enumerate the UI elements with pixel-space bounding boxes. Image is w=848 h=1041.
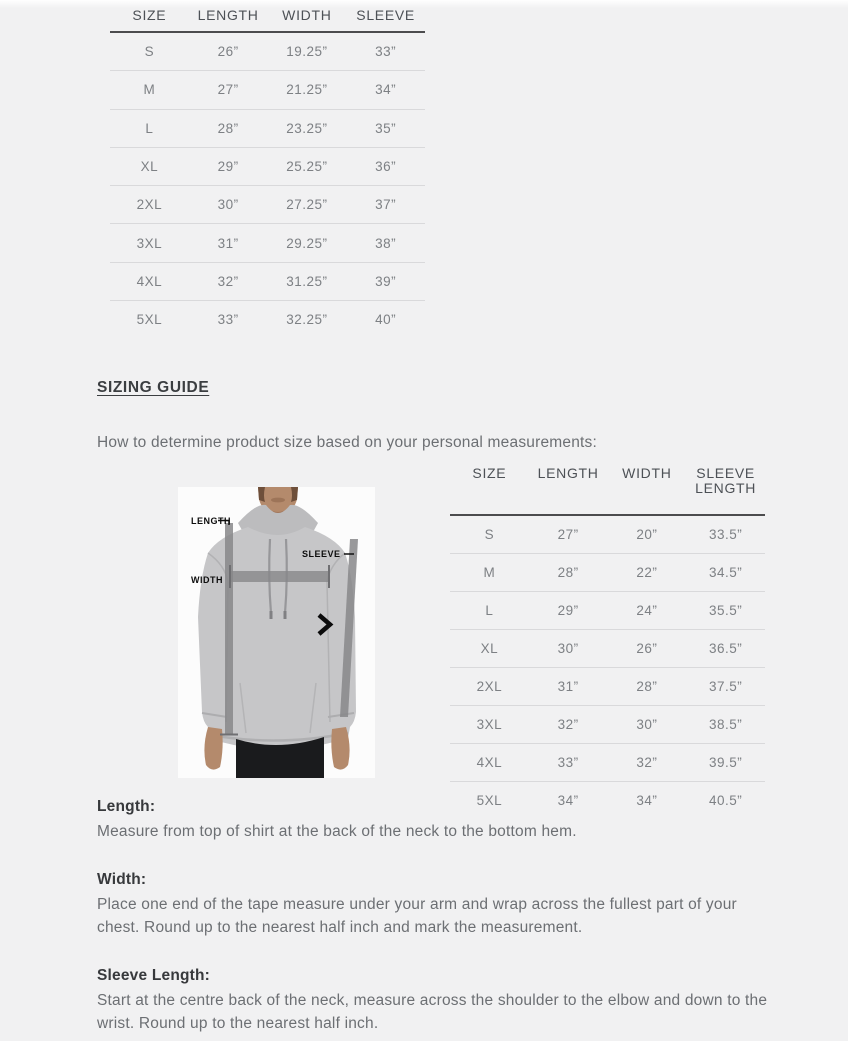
mouth-shadow bbox=[271, 498, 285, 503]
sleeve-length-cell: 40.5” bbox=[708, 793, 743, 808]
column-header: WIDTH bbox=[282, 7, 332, 23]
size-cell: 4XL bbox=[476, 755, 503, 770]
length-cell: 34” bbox=[557, 793, 579, 808]
aglet-right bbox=[284, 611, 287, 619]
sizing-guide-heading: SIZING GUIDE bbox=[97, 379, 210, 396]
table-row bbox=[110, 148, 425, 186]
width-instruction-label: Width: bbox=[97, 870, 147, 888]
width-cell: 28” bbox=[636, 679, 658, 694]
column-header: LENGTH bbox=[537, 465, 599, 481]
sleeve-length-cell: 39.5” bbox=[708, 755, 743, 770]
width-cell: 25.25” bbox=[286, 159, 328, 175]
table-row bbox=[450, 668, 765, 706]
table-header-row bbox=[110, 6, 425, 33]
column-header: SIZE bbox=[472, 465, 507, 481]
hoodie-illustration bbox=[178, 487, 375, 778]
width-cell: 34” bbox=[636, 793, 658, 808]
sleeve-cell: 34” bbox=[375, 82, 397, 98]
length-cell: 30” bbox=[557, 641, 579, 656]
table-row bbox=[450, 744, 765, 782]
size-cell: 2XL bbox=[476, 679, 503, 694]
length-cell: 29” bbox=[217, 159, 239, 175]
length-cell: 29” bbox=[557, 603, 579, 618]
width-cell: 21.25” bbox=[286, 82, 328, 98]
table-row bbox=[450, 706, 765, 744]
sleeve-length-cell: 37.5” bbox=[708, 679, 743, 694]
sleeve-length-cell: 36.5” bbox=[708, 641, 743, 656]
product-size-table bbox=[110, 6, 425, 338]
table-row bbox=[110, 71, 425, 109]
table-row bbox=[450, 592, 765, 630]
sleeve-length-cell: 33.5” bbox=[708, 527, 743, 542]
right-hand bbox=[331, 727, 349, 770]
size-cell: 2XL bbox=[136, 197, 163, 213]
left-hand bbox=[204, 727, 222, 770]
length-cell: 31” bbox=[557, 679, 579, 694]
width-annotation: WIDTH bbox=[191, 575, 223, 585]
size-cell: L bbox=[145, 120, 154, 136]
length-cell: 32” bbox=[557, 717, 579, 732]
size-cell: 5XL bbox=[476, 793, 503, 808]
length-cell: 26” bbox=[217, 44, 239, 60]
hoodie-measurement-image bbox=[178, 487, 375, 778]
length-cell: 27” bbox=[557, 527, 579, 542]
length-cell: 31” bbox=[217, 235, 239, 251]
column-header: SLEEVE bbox=[356, 7, 415, 23]
table-row bbox=[110, 110, 425, 148]
length-cell: 28” bbox=[557, 565, 579, 580]
width-band bbox=[230, 571, 329, 582]
table-row bbox=[110, 186, 425, 224]
size-cell: XL bbox=[140, 159, 159, 175]
sleeve-cell: 37” bbox=[375, 197, 397, 213]
sleeve-annotation: SLEEVE bbox=[302, 549, 341, 559]
size-cell: 3XL bbox=[136, 235, 163, 251]
size-cell: S bbox=[484, 527, 495, 542]
width-cell: 31.25” bbox=[286, 273, 328, 289]
column-header: SLEEVE LENGTH bbox=[695, 465, 757, 496]
size-cell: M bbox=[143, 82, 156, 98]
table-row bbox=[110, 301, 425, 338]
table-row bbox=[110, 224, 425, 262]
sleeve-length-instruction-text: Start at the centre back of the neck, measure across the shoulder to the elbow and down to the wrist. Round up to the nearest half inch. bbox=[97, 991, 768, 1032]
measurement-instructions bbox=[97, 798, 787, 1041]
table-row bbox=[110, 33, 425, 71]
size-cell: XL bbox=[480, 641, 499, 656]
sleeve-cell: 38” bbox=[375, 235, 397, 251]
size-cell: M bbox=[483, 565, 496, 580]
width-cell: 30” bbox=[636, 717, 658, 732]
sleeve-length-cell: 38.5” bbox=[708, 717, 743, 732]
length-cell: 28” bbox=[217, 120, 239, 136]
width-instruction-text: Place one end of the tape measure under your arm and wrap across the fullest part of your chest. Round up to the nearest half inch and mark the measurement. bbox=[97, 895, 737, 936]
length-cell: 27” bbox=[217, 82, 239, 98]
length-cell: 33” bbox=[217, 312, 239, 328]
column-header: LENGTH bbox=[197, 7, 259, 23]
width-cell: 26” bbox=[636, 641, 658, 656]
length-instruction-text: Measure from top of shirt at the back of the neck to the bottom hem. bbox=[97, 823, 577, 840]
width-cell: 19.25” bbox=[286, 44, 328, 60]
width-cell: 32.25” bbox=[286, 312, 328, 328]
hair-left bbox=[258, 487, 265, 502]
width-cell: 23.25” bbox=[286, 120, 328, 136]
column-header: SIZE bbox=[132, 7, 167, 23]
aglet-left bbox=[270, 611, 273, 619]
size-cell: S bbox=[144, 44, 155, 60]
sleeve-cell: 33” bbox=[375, 44, 397, 60]
sleeve-length-instruction-label: Sleeve Length: bbox=[97, 966, 211, 984]
width-cell: 22” bbox=[636, 565, 658, 580]
length-cell: 30” bbox=[217, 197, 239, 213]
sizing-guide-intro: How to determine product size based on your personal measurements: bbox=[97, 434, 597, 451]
sleeve-length-cell: 34.5” bbox=[708, 565, 743, 580]
sleeve-cell: 40” bbox=[375, 312, 397, 328]
sleeve-length-cell: 35.5” bbox=[708, 603, 743, 618]
sleeve-cell: 35” bbox=[375, 120, 397, 136]
length-cell: 33” bbox=[557, 755, 579, 770]
length-annotation: LENGTH bbox=[191, 516, 231, 526]
column-header: WIDTH bbox=[622, 465, 672, 481]
personal-size-table bbox=[450, 464, 765, 819]
table-row bbox=[450, 630, 765, 668]
width-cell: 27.25” bbox=[286, 197, 328, 213]
length-band bbox=[225, 523, 233, 735]
width-cell: 32” bbox=[636, 755, 658, 770]
sleeve-cell: 39” bbox=[375, 273, 397, 289]
size-cell: 3XL bbox=[476, 717, 503, 732]
width-cell: 29.25” bbox=[286, 235, 328, 251]
width-cell: 20” bbox=[636, 527, 658, 542]
hair-right bbox=[291, 487, 298, 502]
length-instruction-label: Length: bbox=[97, 798, 156, 815]
width-cell: 24” bbox=[636, 603, 658, 618]
table-row bbox=[450, 516, 765, 554]
length-cell: 32” bbox=[217, 273, 239, 289]
sleeve-cell: 36” bbox=[375, 159, 397, 175]
table-header-row bbox=[450, 464, 765, 516]
table-row bbox=[110, 263, 425, 301]
table-row bbox=[450, 554, 765, 592]
size-cell: 5XL bbox=[136, 312, 163, 328]
size-cell: L bbox=[485, 603, 494, 618]
size-cell: 4XL bbox=[136, 273, 163, 289]
